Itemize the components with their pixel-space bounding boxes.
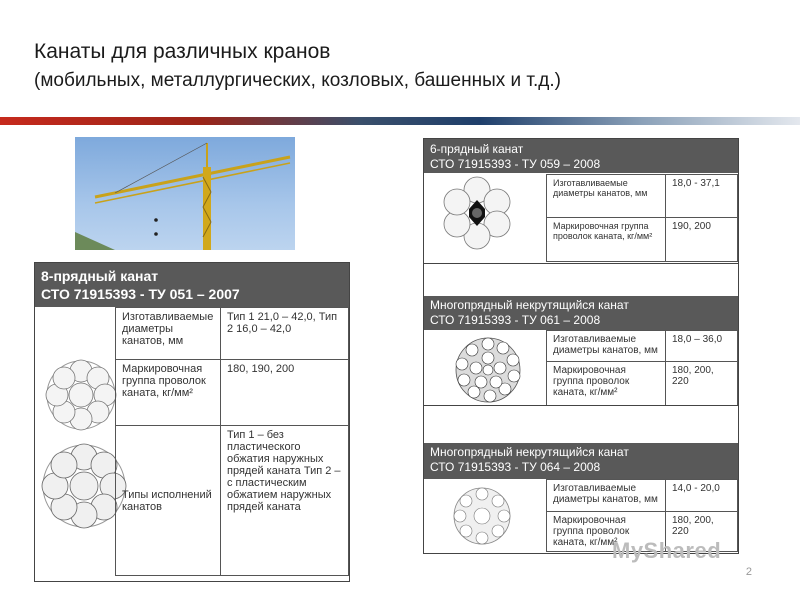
rope-multi1-header-standard: СТО 71915393 - ТУ 061 – 2008 [430, 313, 601, 327]
rope8-types-value: Тип 1 – без пластического обжатия наружных прядей каната Тип 2 – с пластическим обжатием наружных прядей каната [221, 426, 349, 576]
rope-multi1-marking-value: 180, 200, 220 [666, 362, 738, 406]
rope6-diameter-value: 18,0 - 37,1 [666, 175, 738, 218]
rope6-marking-value: 190, 200 [666, 218, 738, 262]
rope8-marking-label: Маркировочная группа проволок каната, кг/мм² [116, 360, 221, 426]
rope8-panel [34, 262, 350, 582]
crane-photo [75, 137, 295, 250]
rope-multi1-header [424, 296, 738, 330]
table-row [116, 426, 349, 576]
rope-multi1-spec-table [546, 330, 738, 406]
rope-multi2-cross-section [452, 486, 512, 546]
rope6-spec-table [546, 174, 738, 262]
rope6-header-standard: СТО 71915393 - ТУ 059 – 2008 [430, 157, 601, 171]
rope-multi2-marking-label: Маркировочная группа проволок каната, кг/мм² [547, 512, 666, 552]
rope8-types-label: Типы исполнений канатов [116, 426, 221, 576]
rope-multi2-header-title: Многопрядный некрутящийся канат [430, 445, 629, 459]
right-panel [423, 138, 739, 554]
rope8-diameter-label: Изготавливаемые диаметры канатов, мм [116, 308, 221, 360]
rope6-marking-label: Маркировочная группа проволок каната, кг/мм² [547, 218, 666, 262]
rope-multi1-header-title: Многопрядный некрутящийся канат [430, 298, 629, 312]
rope-multi1-spacer-row [424, 405, 738, 444]
rope-multi1-diameter-value: 18,0 – 36,0 [666, 331, 738, 362]
rope-multi2-header [424, 443, 738, 479]
rope-multi2-diameter-label: Изготавливаемые диаметры канатов, мм [547, 480, 666, 512]
rope8-header [35, 263, 349, 307]
rope8-header-standard: СТО 71915393 - ТУ 051 – 2007 [41, 286, 240, 302]
table-row [547, 175, 738, 218]
rope8-spec-table [115, 307, 349, 576]
decorative-gradient-bar [0, 117, 800, 125]
rope-multi1-marking-label: Маркировочная группа проволок каната, кг/мм² [547, 362, 666, 406]
slide-title: Канаты для различных кранов [34, 40, 331, 63]
table-row [547, 362, 738, 406]
table-row [547, 480, 738, 512]
slide-subtitle: (мобильных, металлургических, козловых, башенных и т.д.) [34, 70, 561, 91]
rope-multi1-diameter-label: Изготавливаемые диаметры канатов, мм [547, 331, 666, 362]
myshared-watermark: MyShared [612, 538, 722, 563]
rope6-cross-section [440, 176, 514, 250]
rope8-header-title: 8-прядный канат [41, 268, 159, 284]
table-row [547, 218, 738, 262]
rope8-marking-value: 180, 190, 200 [221, 360, 349, 426]
table-row [547, 331, 738, 362]
table-row [116, 360, 349, 426]
rope6-header-title: 6-прядный канат [430, 142, 524, 156]
page-number: 2 [745, 566, 752, 578]
rope-multi2-header-standard: СТО 71915393 - ТУ 064 – 2008 [430, 460, 601, 474]
table-row [116, 308, 349, 360]
rope-multi1-cross-section [454, 336, 522, 404]
rope8-cross-section-1 [45, 359, 117, 431]
rope8-diameter-value: Тип 1 21,0 – 42,0, Тип 2 16,0 – 42,0 [221, 308, 349, 360]
rope6-diameter-label: Изготавливаемые диаметры канатов, мм [547, 175, 666, 218]
rope6-header [424, 139, 738, 173]
rope-multi2-marking-value: 180, 200, 220 [666, 512, 738, 552]
rope-multi2-diameter-value: 14,0 - 20,0 [666, 480, 738, 512]
rope6-spacer-row [424, 263, 738, 297]
